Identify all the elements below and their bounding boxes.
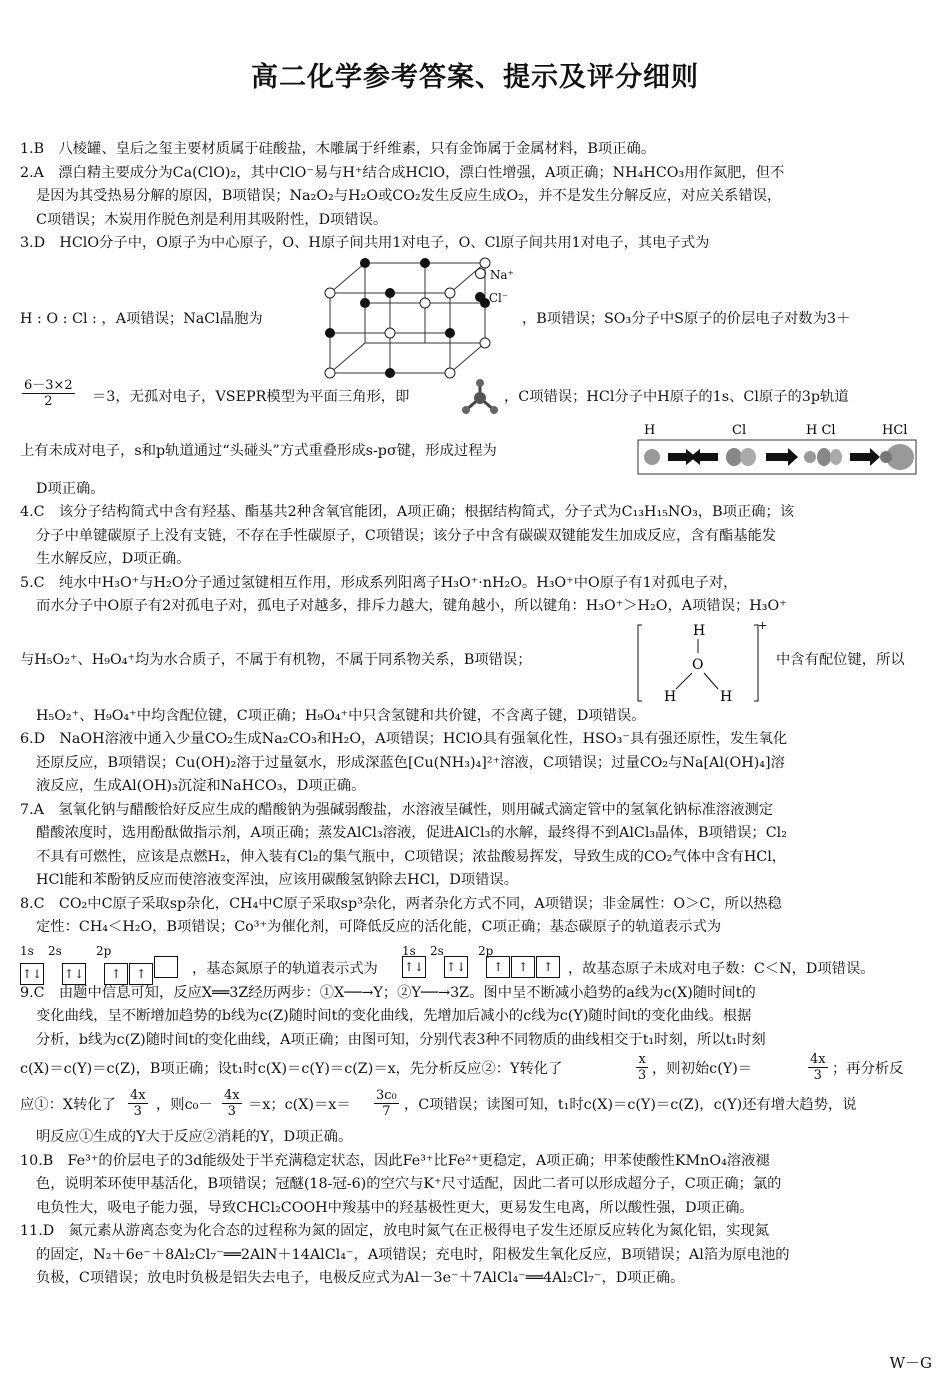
answer-line: 不具有可燃性，应该是点燃H₂，伸入装有Cl₂的集气瓶中，C项错误；浓盐酸易挥发，导致生成的CO₂气体中含有HCl， <box>36 848 787 865</box>
answer-6 <box>20 728 932 799</box>
answer-9-text-f: ；再分析反 <box>832 1061 904 1077</box>
answer-9-fraction-line-1 <box>20 1052 932 1088</box>
orbital-label-h-cl: H Cl <box>806 422 836 438</box>
answer-3-text-d: ，C项错误；HCl分子中H原子的1s、Cl原子的3p轨道 <box>504 388 849 405</box>
answer-3-figure-line <box>20 256 932 378</box>
structure-h-left: H <box>664 688 677 705</box>
orbital-box: ↑↓ <box>444 956 468 978</box>
fraction-4x-over-3 <box>808 1052 828 1083</box>
answer-8-text-d: ，故基态原子未成对电子数：C＜N，D项错误。 <box>568 960 875 977</box>
vsepr-fraction <box>22 378 75 409</box>
fraction-numerator: 6－3×2 <box>24 377 73 393</box>
answer-line: 还原反应，B项错误；Cu(OH)₂溶于过量氨水，形成深蓝色[Cu(NH₃)₄]²⁺溶液，C项错误；过量CO₂与Na[Al(OH)₄]溶 <box>36 754 785 771</box>
trigonal-planar-model-icon <box>460 378 500 418</box>
answer-2 <box>20 162 932 233</box>
structure-charge: + <box>758 618 768 632</box>
fraction-denominator: 2 <box>44 393 53 409</box>
answer-line: 10.B Fe³⁺的价层电子的3d能级处于半充满稳定状态，因此Fe³⁺比Fe²⁺更稳定，A项正确；甲苯使酸性KMnO₄溶液褪 <box>20 1152 770 1169</box>
answer-4 <box>20 501 932 572</box>
answer-line: HCl能和苯酚钠反应而使溶液变浑浊，应该用碳酸氢钠除去HCl，D项错误。 <box>36 872 519 888</box>
answer-5-text-d: 中含有配位键，所以 <box>776 651 905 668</box>
answer-line: 6.D NaOH溶液中通入少量CO₂生成Na₂CO₃和H₂O，A项错误；HClO具有强氧化性，HSO₃⁻具有强还原性，发生氧化 <box>20 731 788 747</box>
answer-3-text-c: ＝3，无孤对电子，VSEPR模型为平面三角形，即 <box>92 388 410 405</box>
answer-line: 2.A 漂白精主要成分为Ca(ClO)₂，其中ClO⁻易与H⁺结合成HClO，漂白性增强，A项正确；NH₄HCO₃用作氮肥，但不 <box>20 164 785 181</box>
orbital-label: 2s <box>48 943 62 958</box>
nitrogen-orbital-diagram <box>402 940 561 980</box>
answer-line: 分析，b线为c(Z)随时间t的变化曲线，A项正确；由图可知，分别代表3种不同物质的曲线相交于t₁时刻，所以t₁时刻 <box>36 1031 766 1048</box>
answer-3-vsepr-line <box>20 378 932 422</box>
answer-3 <box>20 232 932 501</box>
orbital-label: 2p <box>478 943 494 958</box>
answer-5-structure-line <box>20 619 932 705</box>
answer-line: 负极，C项错误；放电时负极是铝失去电子，电极反应式为Al－3e⁻＋7AlCl₄⁻══4Al₂Cl₇⁻，D项正确。 <box>36 1270 685 1286</box>
answer-line: 定性：CH₄＜H₂O，B项错误；Co³⁺为催化剂，可降低反应的活化能，C项正确；基态碳原子的轨道表示式为 <box>36 919 722 935</box>
answer-9-fraction-line-2 <box>20 1088 932 1126</box>
answer-line: 醋酸浓度时，选用酚酞做指示剂，A项正确；蒸发AlCl₃溶液，促进AlCl₃的水解，最终得不到AlCl₃晶体，B项错误；Cl₂ <box>36 825 787 841</box>
answer-5-text-c: 与H₅O₂⁺、H₉O₄⁺均为水合质子，不属于有机物，不属于同系物关系，B项错误； <box>20 651 532 668</box>
legend-na: Na⁺ <box>489 267 514 282</box>
answer-line: 5.C 纯水中H₃O⁺与H₂O分子通过氢键相互作用，形成系列阳离子H₃O⁺·nH₂O。H₃O⁺中O原子有1对孤电子对， <box>20 574 738 591</box>
fraction-3c0-over-7 <box>374 1088 399 1119</box>
fraction-numerator: 4x <box>810 1052 826 1067</box>
answer-line: 是因为其受热易分解的原因，B项错误；Na₂O₂与H₂O或CO₂发生反应生成O₂，并不是发生分解反应，对应关系错误， <box>36 188 782 204</box>
answer-list <box>20 138 932 1291</box>
carbon-orbital-diagram <box>20 940 179 987</box>
answer-3-text-e: 上有未成对电子，s和p轨道通过“头碰头”方式重叠形成s-pσ键，形成过程为 <box>20 442 497 459</box>
answer-8-text-c: ，基态氮原子的轨道表示式为 <box>192 960 378 977</box>
structure-h-right: H <box>720 688 733 705</box>
answer-line: C项错误；木炭用作脱色剂是利用其吸附性，D项错误。 <box>36 211 388 228</box>
answer-1 <box>20 138 932 162</box>
fraction-x-over-3 <box>636 1052 648 1083</box>
orbital-box: ↑ <box>511 956 535 978</box>
answer-9-text-e: ，则初始c(Y)＝ <box>652 1061 753 1077</box>
answer-10 <box>20 1150 932 1221</box>
answer-9-text-d: c(X)＝c(Y)＝c(Z)，B项正确；设t₁时c(X)＝c(Y)＝c(Z)＝x，先分析反应②：Y转化了 <box>20 1061 563 1077</box>
fraction-denominator: 3 <box>813 1068 822 1083</box>
answer-line: H₅O₂⁺、H₉O₄⁺中均含配位键，C项正确；H₉O₄⁺中只含氢键和共价键，不含离子键，D项错误。 <box>36 707 646 724</box>
answer-line: 的固定，N₂＋6e⁻＋8Al₂Cl₇⁻══2AlN＋14AlCl₄⁻，A项错误；充电时，阳极发生氧化反应，B项错误；Al箔为原电池的 <box>36 1246 790 1263</box>
fraction-numerator: 4x <box>224 1088 240 1103</box>
answer-9-text-g: 应①：X转化了 <box>20 1097 116 1113</box>
hydronium-structure-diagram <box>636 619 766 705</box>
orbital-label-h: H <box>644 422 656 438</box>
orbital-box: ↑↓ <box>402 956 426 978</box>
structure-h-top: H <box>693 622 706 639</box>
fraction-numerator: x <box>636 1052 648 1068</box>
fraction-denominator: 3 <box>133 1104 142 1119</box>
answer-line: D项正确。 <box>36 480 105 497</box>
page-footer-code: W－G <box>889 1354 932 1372</box>
orbital-box: ↑ <box>129 963 153 985</box>
answer-line: 液反应，生成Al(OH)₃沉淀和NaHCO₃，D项正确。 <box>36 778 366 794</box>
answer-7 <box>20 799 932 893</box>
answer-line: 生水解反应，D项正确。 <box>36 551 191 567</box>
answer-3-text-b: ，B项错误；SO₃分子中S原子的价层电子对数为3＋ <box>522 310 851 327</box>
fraction-numerator: 4x <box>130 1088 146 1103</box>
electron-formula-text: H : O : Cl : ，A项错误；NaCl晶胞为 <box>20 310 263 327</box>
fraction-denominator: 7 <box>382 1104 391 1119</box>
structure-o: O <box>692 656 704 673</box>
answer-line: 8.C CO₂中C原子采取sp杂化，CH₄中C原子采取sp³杂化，两者杂化方式不同，A项错误；非金属性：O＞C，所以热稳 <box>20 895 782 912</box>
answer-line: 色，说明苯环使甲基活化，B项错误；冠醚(18-冠-6)的空穴与K⁺尺寸适配，因此二者可以形成超分子，C项正确；氯的 <box>36 1176 782 1192</box>
orbital-label-cl: Cl <box>732 422 747 438</box>
fraction-denominator: 3 <box>638 1068 647 1083</box>
answer-line: 明反应①生成的Y大于反应②消耗的Y，D项正确。 <box>36 1129 353 1145</box>
orbital-box: ↑ <box>536 956 560 978</box>
answer-line: 7.A 氢氧化钠与醋酸恰好反应生成的醋酸钠为强碱弱酸盐，水溶液呈碱性，则用碱式滴定管中的氢氧化钠标准溶液测定 <box>20 801 774 818</box>
orbital-label: 1s <box>402 943 416 958</box>
orbital-box: ↑ <box>486 956 510 978</box>
answer-9 <box>20 982 932 1150</box>
orbital-box <box>154 956 178 978</box>
orbital-box: ↑↓ <box>62 963 86 985</box>
s-p-sigma-bond-formation-diagram <box>638 422 918 476</box>
answer-line: 变化曲线，呈不断增加趋势的b线为c(Z)随时间t的变化曲线，先增加后减小的c线为c(Y)随时间t的变化曲线。根据 <box>36 1008 752 1024</box>
fraction-denominator: 3 <box>227 1104 236 1119</box>
answer-9-text-h: ，则c₀－ <box>156 1097 213 1113</box>
orbital-label: 2p <box>96 943 112 958</box>
crystal-legend <box>475 264 514 311</box>
answer-3-orbital-line <box>20 422 932 478</box>
orbital-box: ↑↓ <box>20 963 44 985</box>
fraction-4x-over-3 <box>222 1088 242 1119</box>
answer-1-line: 1.B 八棱罐、皇后之玺主要材质属于硅酸盐，木雕属于纤维素，只有金饰属于金属材料，B项正确。 <box>20 141 656 157</box>
answer-9-text-j: ，C项错误；读图可知，t₁时c(X)＝c(Y)＝c(Z)，c(Y)还有增大趋势，说 <box>404 1097 857 1113</box>
answer-line: 9.C 由题中信息可知，反应X══3Z经历两步：①X──→Y；②Y──→3Z。图中呈不断减小趋势的a线为c(X)随时间t的 <box>20 984 756 1001</box>
orbital-box: ↑ <box>104 963 128 985</box>
orbital-label: 1s <box>20 943 34 958</box>
answer-line: 11.D 氮元素从游离态变为化合态的过程称为氮的固定，放电时氮气在正极得电子发生还原反应转化为氮化铝，实现氮 <box>20 1223 770 1239</box>
answer-line: 电负性大，吸电子能力强，导致CHCl₂COOH中羧基中的羟基极性更大，更易发生电离，所以酸性强，D项正确。 <box>36 1199 754 1216</box>
answer-line: 3.D HClO分子中，O原子为中心原子，O、H原子间共用1对电子，O、Cl原子间共用1对电子，其电子式为 <box>20 235 710 251</box>
answer-line: 分子中单键碳原子上没有支链，不存在手性碳原子，C项错误；该分子中含有碳碳双键能发生加成反应，含有酯基能发 <box>36 527 777 544</box>
orbital-diagram-line <box>20 940 932 982</box>
answer-9-text-i: ＝x；c(X)＝x＝ <box>248 1097 351 1113</box>
answer-8 <box>20 893 932 982</box>
fraction-4x-over-3 <box>128 1088 148 1119</box>
orbital-label-hcl: HCl <box>882 422 908 438</box>
answer-line: 4.C 该分子结构简式中含有羟基、酯基共2种含氧官能团，A项正确；根据结构简式，分子式为C₁₃H₁₅NO₃，B项正确；该 <box>20 504 795 520</box>
answer-11 <box>20 1220 932 1291</box>
orbital-label: 2s <box>430 943 444 958</box>
answer-line: 而水分子中O原子有2对孤电子对，孤电子对越多，排斥力越大，键角越小，所以键角：H₃O⁺＞H₂O，A项错误；H₃O⁺ <box>36 598 787 614</box>
page-title: 高二化学参考答案、提示及评分细则 <box>251 62 699 93</box>
legend-cl: Cl⁻ <box>488 291 509 305</box>
fraction-numerator: 3c₀ <box>376 1088 397 1103</box>
answer-5 <box>20 572 932 729</box>
